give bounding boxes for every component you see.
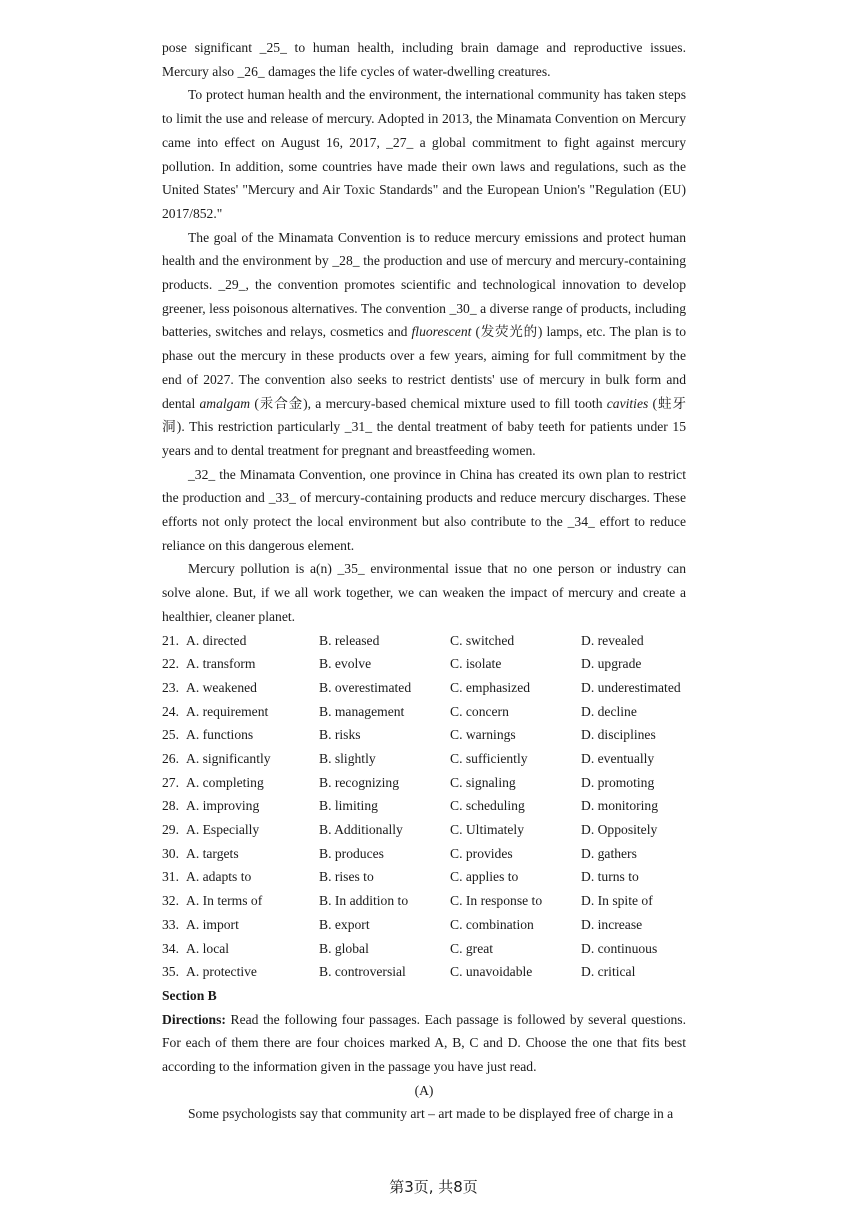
paragraph-province-plan: _32_ the Minamata Convention, one province in China has created its own plan to restrict the production and _33_ of mercury-containing products and reduce mercury discharges. These efforts not only protect the local environment but also contribute to the _34_ effort to reduce reliance on this dangerous element. bbox=[162, 466, 686, 553]
option-row bbox=[162, 629, 686, 653]
option-d: D. upgrade bbox=[581, 656, 642, 672]
question-number: 34. bbox=[162, 940, 179, 956]
question-number: 30. bbox=[162, 845, 179, 861]
option-a: A. protective bbox=[186, 964, 257, 980]
passage-start: Some psychologists say that community art – art made to be displayed free of charge in a bbox=[188, 1106, 674, 1122]
option-a: A. completing bbox=[186, 774, 264, 790]
option-a: A. local bbox=[186, 940, 230, 956]
option-a: A. adapts to bbox=[186, 869, 252, 885]
page-content bbox=[162, 36, 686, 1126]
option-c: C. isolate bbox=[450, 656, 502, 672]
option-row bbox=[162, 747, 686, 771]
question-number: 22. bbox=[162, 656, 179, 672]
question-number: 26. bbox=[162, 751, 179, 767]
option-c: C. unavoidable bbox=[450, 964, 533, 980]
question-number: 32. bbox=[162, 893, 179, 909]
option-c: C. applies to bbox=[450, 869, 519, 885]
option-c: C. emphasized bbox=[450, 679, 531, 695]
option-row bbox=[162, 700, 686, 724]
option-d: D. underestimated bbox=[581, 679, 681, 695]
question-number: 31. bbox=[162, 869, 179, 885]
passage-label: (A) bbox=[414, 1082, 434, 1098]
option-b: B. rises to bbox=[319, 869, 374, 885]
option-row bbox=[162, 676, 686, 700]
para3-after: (蛀牙洞). This restriction particularly _31_ the dental treatment of baby teeth for patients under 15 years and to dental treatment for pregnant and breastfeeding women. bbox=[162, 395, 686, 458]
option-row bbox=[162, 960, 686, 984]
option-a: A. functions bbox=[186, 727, 254, 743]
option-b: B. export bbox=[319, 916, 370, 932]
question-number: 23. bbox=[162, 679, 179, 695]
directions-text: Read the following four passages. Each passage is followed by several questions. For each of them there are four choices marked A, B, C and D. Choose the one that fits best according to the information given in the passage you have just read. bbox=[162, 1011, 686, 1074]
option-c: C. provides bbox=[450, 845, 513, 861]
option-row bbox=[162, 818, 686, 842]
option-d: D. gathers bbox=[581, 845, 637, 861]
question-number: 21. bbox=[162, 632, 179, 648]
option-a: A. transform bbox=[186, 656, 256, 672]
option-b: B. global bbox=[319, 940, 369, 956]
options-table bbox=[162, 629, 686, 984]
option-a: A. In terms of bbox=[186, 893, 263, 909]
question-number: 33. bbox=[162, 916, 179, 932]
option-row bbox=[162, 723, 686, 747]
question-number: 24. bbox=[162, 703, 179, 719]
option-c: C. great bbox=[450, 940, 494, 956]
option-row bbox=[162, 913, 686, 937]
option-row bbox=[162, 889, 686, 913]
question-number: 28. bbox=[162, 798, 179, 814]
question-number: 29. bbox=[162, 822, 179, 838]
paragraph-conclusion: Mercury pollution is a(n) _35_ environmental issue that no one person or industry can solve alone. But, if we all work together, we can weaken the impact of mercury and create a healthier, cleaner planet. bbox=[162, 561, 686, 624]
section-title: Section B bbox=[162, 987, 217, 1003]
option-d: D. disciplines bbox=[581, 727, 656, 743]
option-row bbox=[162, 794, 686, 818]
option-a: A. import bbox=[186, 916, 239, 932]
question-number: 27. bbox=[162, 774, 179, 790]
para3-gloss1: (发荧光的) lamps, etc. The plan is to phase out the mercury in these products over a few years, aiming for full commitment by the end of 2027. The convention also seeks to restrict dentists' use of mercury in bulk form and dental bbox=[162, 324, 686, 411]
option-d: D. In spite of bbox=[581, 893, 653, 909]
option-a: A. weakened bbox=[186, 679, 257, 695]
para3-gloss2: (汞合金), a mercury-based chemical mixture used to fill tooth bbox=[250, 395, 607, 411]
option-a: A. directed bbox=[186, 632, 247, 648]
option-d: D. increase bbox=[581, 916, 643, 932]
option-d: D. promoting bbox=[581, 774, 655, 790]
option-c: C. warnings bbox=[450, 727, 516, 743]
option-c: C. switched bbox=[450, 632, 515, 648]
option-c: C. combination bbox=[450, 916, 534, 932]
option-row bbox=[162, 865, 686, 889]
para3-before: The goal of the Minamata Convention is to reduce mercury emissions and protect human health and the environment by _28_ the production and use of mercury and mercury-containing products. _29_, the convention promotes scientific and technological innovation to develop greener, less poisonous alternatives. The convention _30_ a diverse range of products, including batteries, switches and relays, cosmetics and bbox=[162, 229, 686, 340]
option-a: A. requirement bbox=[186, 703, 269, 719]
question-number: 35. bbox=[162, 964, 179, 980]
option-b: B. In addition to bbox=[319, 893, 409, 909]
option-d: D. eventually bbox=[581, 751, 655, 767]
page-footer: 第3页, 共8页 bbox=[389, 1178, 478, 1196]
option-d: D. decline bbox=[581, 703, 637, 719]
option-d: D. continuous bbox=[581, 940, 658, 956]
option-a: A. targets bbox=[186, 845, 239, 861]
term-cavities: cavities bbox=[606, 395, 649, 411]
option-c: C. Ultimately bbox=[450, 822, 525, 838]
option-b: B. produces bbox=[319, 845, 384, 861]
option-b: B. slightly bbox=[319, 751, 376, 767]
option-a: A. Especially bbox=[186, 822, 260, 838]
option-b: B. management bbox=[319, 703, 405, 719]
option-b: B. controversial bbox=[319, 964, 406, 980]
option-d: D. critical bbox=[581, 964, 636, 980]
paragraph-protect-health: To protect human health and the environment, the international community has taken steps to limit the use and release of mercury. Adopted in 2013, the Minamata Convention on Mercury came into effect on August 16, 2017, _27_ a global commitment to fight against mercury pollution. In addition, some countries have made their own laws and regulations, such as the United States' "Mercury and Air Toxic Standards" and the European Union's "Regulation (EU) 2017/852." bbox=[162, 87, 686, 221]
option-d: D. Oppositely bbox=[581, 822, 658, 838]
option-b: B. Additionally bbox=[319, 822, 403, 838]
directions bbox=[162, 1008, 686, 1079]
option-row bbox=[162, 652, 686, 676]
term-fluorescent: fluorescent bbox=[411, 324, 472, 340]
paragraph-continuation: pose significant _25_ to human health, including brain damage and reproductive issues. Mercury also _26_ damages the life cycles of water-dwelling creatures. bbox=[162, 40, 686, 79]
option-b: B. risks bbox=[319, 727, 361, 743]
option-d: D. turns to bbox=[581, 869, 639, 885]
option-row bbox=[162, 771, 686, 795]
paragraph-convention-goal bbox=[162, 226, 686, 463]
option-b: B. released bbox=[319, 632, 380, 648]
option-b: B. evolve bbox=[319, 656, 372, 672]
option-b: B. overestimated bbox=[319, 679, 412, 695]
option-b: B. limiting bbox=[319, 798, 378, 814]
directions-label: Directions: bbox=[162, 1011, 226, 1027]
option-row bbox=[162, 937, 686, 961]
option-d: D. revealed bbox=[581, 632, 644, 648]
option-a: A. significantly bbox=[186, 751, 271, 767]
option-b: B. recognizing bbox=[319, 774, 400, 790]
option-c: C. In response to bbox=[450, 893, 543, 909]
option-c: C. signaling bbox=[450, 774, 516, 790]
option-c: C. sufficiently bbox=[450, 751, 528, 767]
option-row bbox=[162, 842, 686, 866]
term-amalgam: amalgam bbox=[199, 395, 251, 411]
option-d: D. monitoring bbox=[581, 798, 659, 814]
question-number: 25. bbox=[162, 727, 179, 743]
option-c: C. scheduling bbox=[450, 798, 525, 814]
option-a: A. improving bbox=[186, 798, 260, 814]
option-c: C. concern bbox=[450, 703, 509, 719]
